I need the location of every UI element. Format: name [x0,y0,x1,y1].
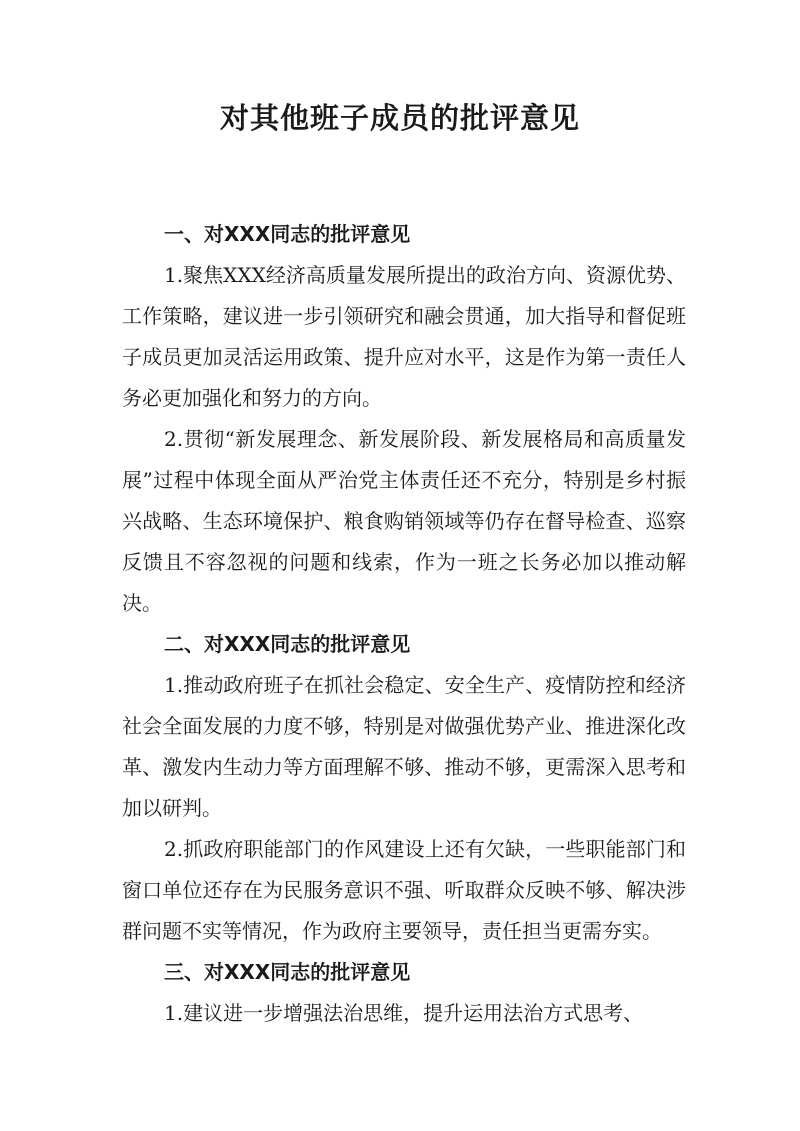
paragraph: 2.贯彻“新发展理念、新发展阶段、新发展格局和高质量发展”过程中体现全面从严治党主体责任还不充分，特别是乡村振兴战略、生态环境保护、粮食购销领域等仍存在督导检查、巡察反馈且不容忽视的问题和线索，作为一班之长务必加以推动解决。 [122,427,686,615]
paragraph: 1.建议进一步增强法治思维，提升运用法治方式思考、 [164,1001,644,1025]
paragraph: 2.抓政府职能部门的作风建设上还有欠缺，一些职能部门和窗口单位还存在为民服务意识不强、听取群众反映不够、解决涉群问题不实等情况，作为政府主要领导，责任担当更需夯实。 [122,837,686,943]
document-title: 对其他班子成员的批评意见 [219,101,580,135]
section-heading: 一、对XXX同志的批评意见 [164,222,411,246]
paragraph: 1.推动政府班子在抓社会稳定、安全生产、疫情防控和经济社会全面发展的力度不够，特别是对做强优势产业、推进深化改革、激发内生动力等方面理解不够、推动不够，更需深入思考和加以研判。 [122,673,686,820]
document-body [122,214,686,1034]
paragraph: 1.聚焦XXX经济高质量发展所提出的政治方向、资源优势、工作策略，建议进一步引领研究和融会贯通，加大指导和督促班子成员更加灵活运用政策、提升应对水平，这是作为第一责任人务必更加强化和努力的方向。 [122,263,686,410]
section-heading: 三、对XXX同志的批评意见 [164,960,411,984]
section-heading: 二、对XXX同志的批评意见 [164,632,411,656]
